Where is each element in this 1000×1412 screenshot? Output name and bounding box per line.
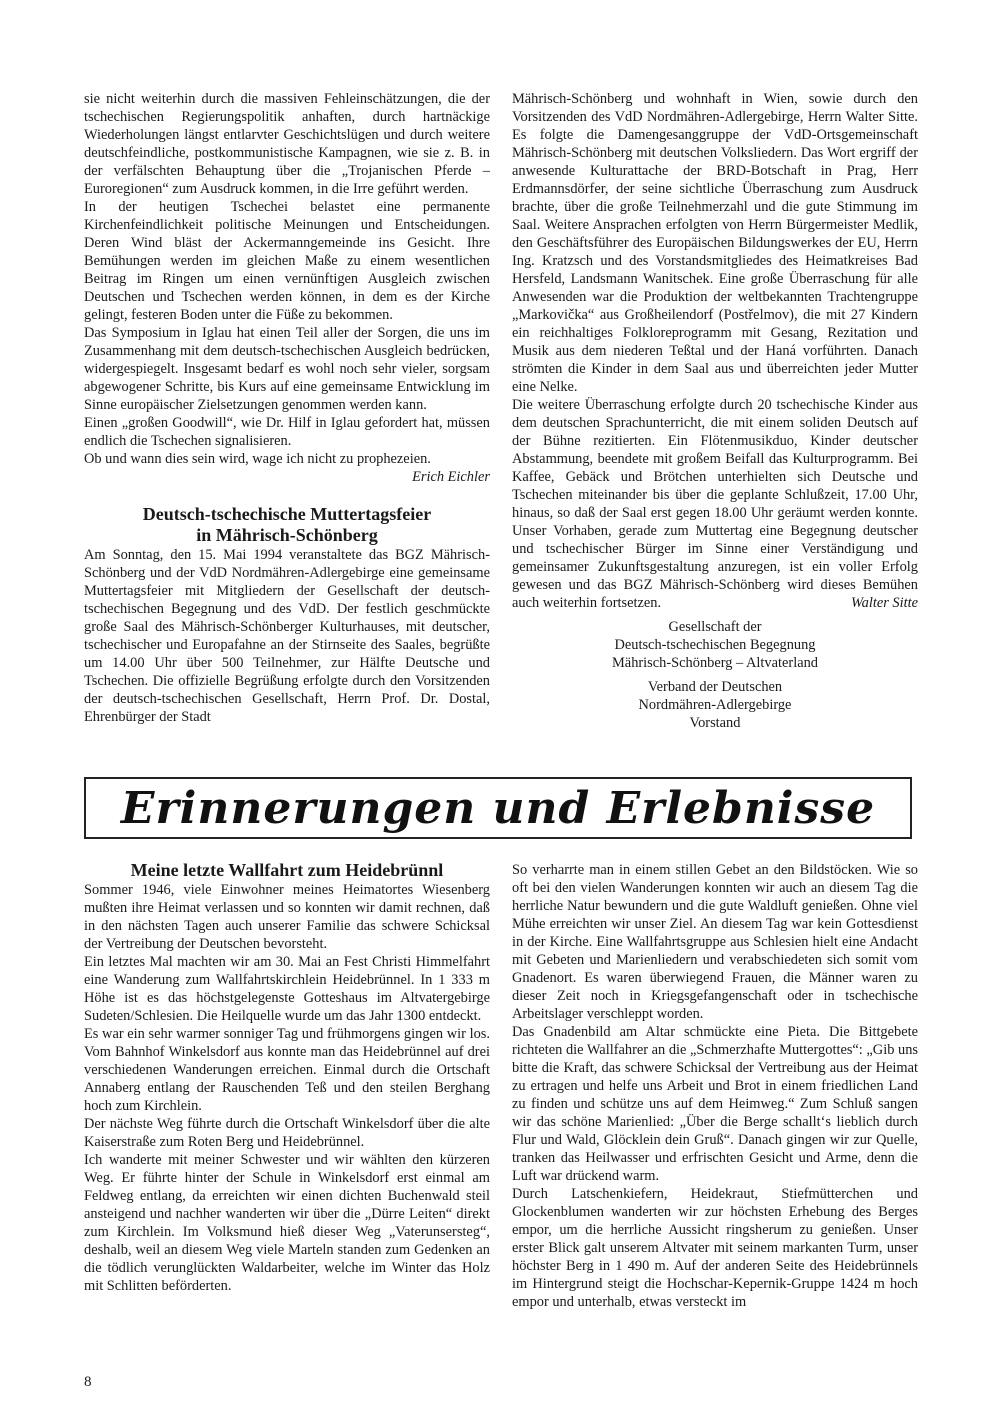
paragraph: Ich wanderte mit meiner Schwester und wir wählten den kürzeren Weg. Er führte hinter der Schule in Winkelsdorf erst einmal am Feldweg entlang, da erreichten wir einen dichten Buchenwald steil ansteigend und nachher wanderten wir über die „Dürre Leiten“ direkt zum Kirchlein. Im Volksmund hieß dieser Weg „Vaterunsersteg“, deshalb, weil an diesem Weg viele Marteln standen zum Gedenken an die tödlich verunglückten Waldarbeiter, welche im Winter das Holz mit Schlitten beförderten.	[84, 1152, 490, 1294]
org-line: Mährisch-Schönberg – Altvaterland	[612, 655, 818, 671]
page-number: 8	[84, 1374, 92, 1390]
column-bottom-left	[84, 860, 490, 1295]
organization-block	[512, 678, 918, 732]
paragraph: Es war ein sehr warmer sonniger Tag und frühmorgens gingen wir los. Vom Bahnhof Winkelsdorf aus konnte man das Heidebrünnel auf drei verschiedenen Wanderungen erreichen. Einmal durch die Ortschaft Annaberg entlang der Rauschenden Teß und den steilen Berghang hoch zum Kirchlein.	[84, 1026, 490, 1114]
paragraph: Sommer 1946, viele Einwohner meines Heimatortes Wiesenberg mußten ihre Heimat verlassen und so konnten wir damit rechnen, daß in den nächsten Tagen auch unserer Familie das schwere Schicksal der Vertreibung der Deutschen bevorsteht.	[84, 882, 490, 952]
org-line: Gesellschaft der	[668, 619, 762, 635]
section-banner	[84, 777, 912, 839]
organization-block	[512, 618, 918, 672]
paragraph: Am Sonntag, den 15. Mai 1994 veranstaltete das BGZ Mährisch-Schönberg und der VdD Nordmähren-Adlergebirge eine gemeinsame Muttertagsfeier mit Mitgliedern der Gesellschaft der deutsch-tschechischen Begegnung und des VdD. Der festlich geschmückte große Saal des Mährisch-Schönberger Kulturhauses, mit deutscher, tschechischer und Europafahne an der Stirnseite des Saales, begrüßte um 14.00 Uhr über 500 Teilnehmer, zur Hälfte Deutsche und Tschechen. Die offizielle Begrüßung erfolgte durch den Vorsitzenden der deutsch-tschechischen Gesellschaft, Herrn Prof. Dr. Dostal, Ehrenbürger der Stadt	[84, 547, 490, 725]
paragraph-text: Die weitere Überraschung erfolgte durch 20 tschechische Kinder aus dem deutschen Sprachunterricht, die mit einem soliden Deutsch auf der Bühne rezitierten. Ein Flötenmusikduo, Kinder deutscher Abstammung, beendete mit großem Beifall das Kulturprogramm. Bei Kaffee, Gebäck und Brötchen unterhielten sich Deutsche und Tschechen miteinander bis über die geplante Schlußzeit, 17.00 Uhr, hinaus, so daß der Saal erst gegen 18.00 Uhr geräumt werden konnte. Unser Vorhaben, gerade zum Muttertag eine Begegnung deutscher und tschechischer Bürger im Sinne einer Verständigung und gemeinsamer Zukunftsgestaltung anzuregen, ist ein voller Erfolg gewesen und das BGZ Mährisch-Schönberg wird dieses Bemühen auch weiterhin fortsetzen.	[512, 397, 918, 611]
article-title: Meine letzte Wallfahrt zum Heidebrünnl	[130, 860, 444, 880]
author-signature: Erich Eichler	[412, 469, 490, 485]
paragraph: Mährisch-Schönberg und wohnhaft in Wien, sowie durch den Vorsitzenden des VdD Nordmähren-Adlergebirge, Herrn Walter Sitte. Es folgte die Damengesanggruppe der VdD-Ortsgemeinschaft Mährisch-Schönberg mit deutschen Volksliedern. Das Wort ergriff der anwesende Kulturattache der BRD-Botschaft in Prag, Herr Erdmannsdörfer, der seine sichtliche Überraschung zum Ausdruck brachte, über die große Teilnehmerzahl und die gute Stimmung im Saal. Weitere Ansprachen erfolgten von Herrn Bürgermeister Medlik, den Geschäftsführer des Europäischen Bildungswerkes der EU, Herrn Ing. Kratzsch und des Vorstandsmitgliedes des Heimatkreises Bad Hersfeld, Landsmann Wanitschek. Eine große Überraschung für alle Anwesenden war die Produktion der weltbekannten Trachtengruppe „Markovička“ aus Großheilendorf (Postřelmov), die mit 27 Kindern ein reichhaltiges Folkloreprogramm mit Gesang, Rezitation und Musik aus dem niederen Teßtal und der Haná vorführten. Danach strömten die Kinder in dem Saal aus und überreichten jeder Mutter eine Nelke.	[512, 91, 918, 395]
org-line: Nordmähren-Adlergebirge	[638, 697, 792, 713]
column-top-right	[512, 90, 918, 732]
paragraph: Das Gnadenbild am Altar schmückte eine Pieta. Die Bittgebete richteten die Wallfahrer an die „Schmerzhafte Muttergottes“: „Gib uns bitte die Kraft, das schwere Schicksal der Vertreibung aus der Heimat zu ertragen und helfe uns Arbeit und Brot in einem friedlichen Land zu finden und schütze uns auf dem Heimweg.“ Zum Schluß sangen wir das schöne Marienlied: „Über die Berge schallt‘s lieblich durch Flur und Wald, Glöcklein dein Gruß“. Danach gingen wir zur Quelle, tranken das Heilwasser und erfrischten Gesicht und Arme, denn die Luft war drückend warm.	[512, 1024, 918, 1184]
paragraph: Ob und wann dies sein wird, wage ich nicht zu prophezeien.	[84, 451, 431, 467]
article-title	[84, 504, 490, 546]
paragraph: So verharrte man in einem stillen Gebet an den Bildstöcken. Wie so oft bei den vielen Wanderungen konnten wir auch an diesem Tag die herrliche Natur bewundern und die gute Waldluft genießen. Ohne viel Mühe erreichten wir unser Ziel. An diesem Tag war kein Gottesdienst in der Kirche. Eine Wallfahrtsgruppe aus Schlesien hielt eine Andacht mit Gebeten und Marienliedern und verabschiedeten sich somit vom Gnadenort. Es waren überwiegend Frauen, die Männer waren zu dieser Zeit noch in Kriegsgefangenschaft oder in tschechische Arbeitslager verschleppt worden.	[512, 862, 918, 1022]
article-title-line-2: in Mährisch-Schönberg	[196, 525, 378, 545]
org-line: Verband der Deutschen	[647, 679, 783, 695]
column-top-left	[84, 90, 490, 726]
article-title-line-1: Deutsch-tschechische Muttertagsfeier	[142, 504, 432, 524]
org-line: Deutsch-tschechischen Begegnung	[614, 637, 816, 653]
paragraph: Einen „großen Goodwill“, wie Dr. Hilf in Iglau gefordert hat, müssen endlich die Tschechen signalisieren.	[84, 415, 490, 449]
paragraph: Der nächste Weg führte durch die Ortschaft Winkelsdorf über die alte Kaiserstraße zum Roten Berg und Heidebrünnel.	[84, 1116, 490, 1150]
org-line: Vorstand	[689, 715, 741, 731]
paragraph: Durch Latschenkiefern, Heidekraut, Stiefmütterchen und Glockenblumen wanderten wir zur höchsten Erhebung des Berges empor, um die herrliche Aussicht ringsherum zu genießen. Unser erster Blick galt unserem Altvater mit seinem markanten Turm, unser höchster Berg in 1 490 m. Auf der anderen Seite des Heidebrünnels im Hintergrund steigt die Hochschar-Kepernik-Gruppe 1424 m hoch empor und unterhalb, etwas versteckt im	[512, 1186, 918, 1310]
paragraph: Das Symposium in Iglau hat einen Teil aller der Sorgen, die uns im Zusammenhang mit dem deutsch-tschechischen Ausgleich bedrücken, widergespiegelt. Insgesamt bedarf es wohl noch sehr vieler, sorgsam abgewogener Schritte, bis Kurs auf eine gemeinsame Entwicklung im Sinne europäischer Zielsetzungen genommen werden kann.	[84, 325, 490, 413]
paragraph: In der heutigen Tschechei belastet eine permanente Kirchenfeindlichkeit politische Meinungen und Entscheidungen. Deren Wind bläst der Ackermanngemeinde ins Gesicht. Ihre Bemühungen werden im gleichen Maße zu einem wesentlichen Beitrag im Ringen um einen vernünftigen Ausgleich zwischen Deutschen und Tschechen werden können, in dem es der Kirche gelingt, festeren Boden unter die Füße zu bekommen.	[84, 199, 490, 323]
paragraph: sie nicht weiterhin durch die massiven Fehleinschätzungen, die der tschechischen Regierungspolitik anhaften, durch hartnäckige Wiederholungen längst entlarvter Geschichtslügen und durch weitere deutschfeindliche, postkommunistische Kampagnen, wie sie z. B. in der verfälschten Behauptung über die „Trojanischen Pferde – Euroregionen“ zum Ausdruck kommen, in die Irre geführt werden.	[84, 91, 490, 197]
section-banner-title: Erinnerungen und Erlebnisse	[120, 782, 876, 834]
paragraph: Ein letztes Mal machten wir am 30. Mai an Fest Christi Himmelfahrt eine Wanderung zum Wallfahrtskirchlein Heidebrünnel. In 1 333 m Höhe ist es das höchstgelegenste Gotteshaus im Altvatergebirge Sudeten/Schlesien. Die Heilquelle wurde um das Jahr 1300 entdeckt.	[84, 954, 490, 1024]
author-signature: Walter Sitte	[850, 595, 918, 611]
column-bottom-right	[512, 861, 918, 1311]
paragraph	[512, 396, 918, 612]
